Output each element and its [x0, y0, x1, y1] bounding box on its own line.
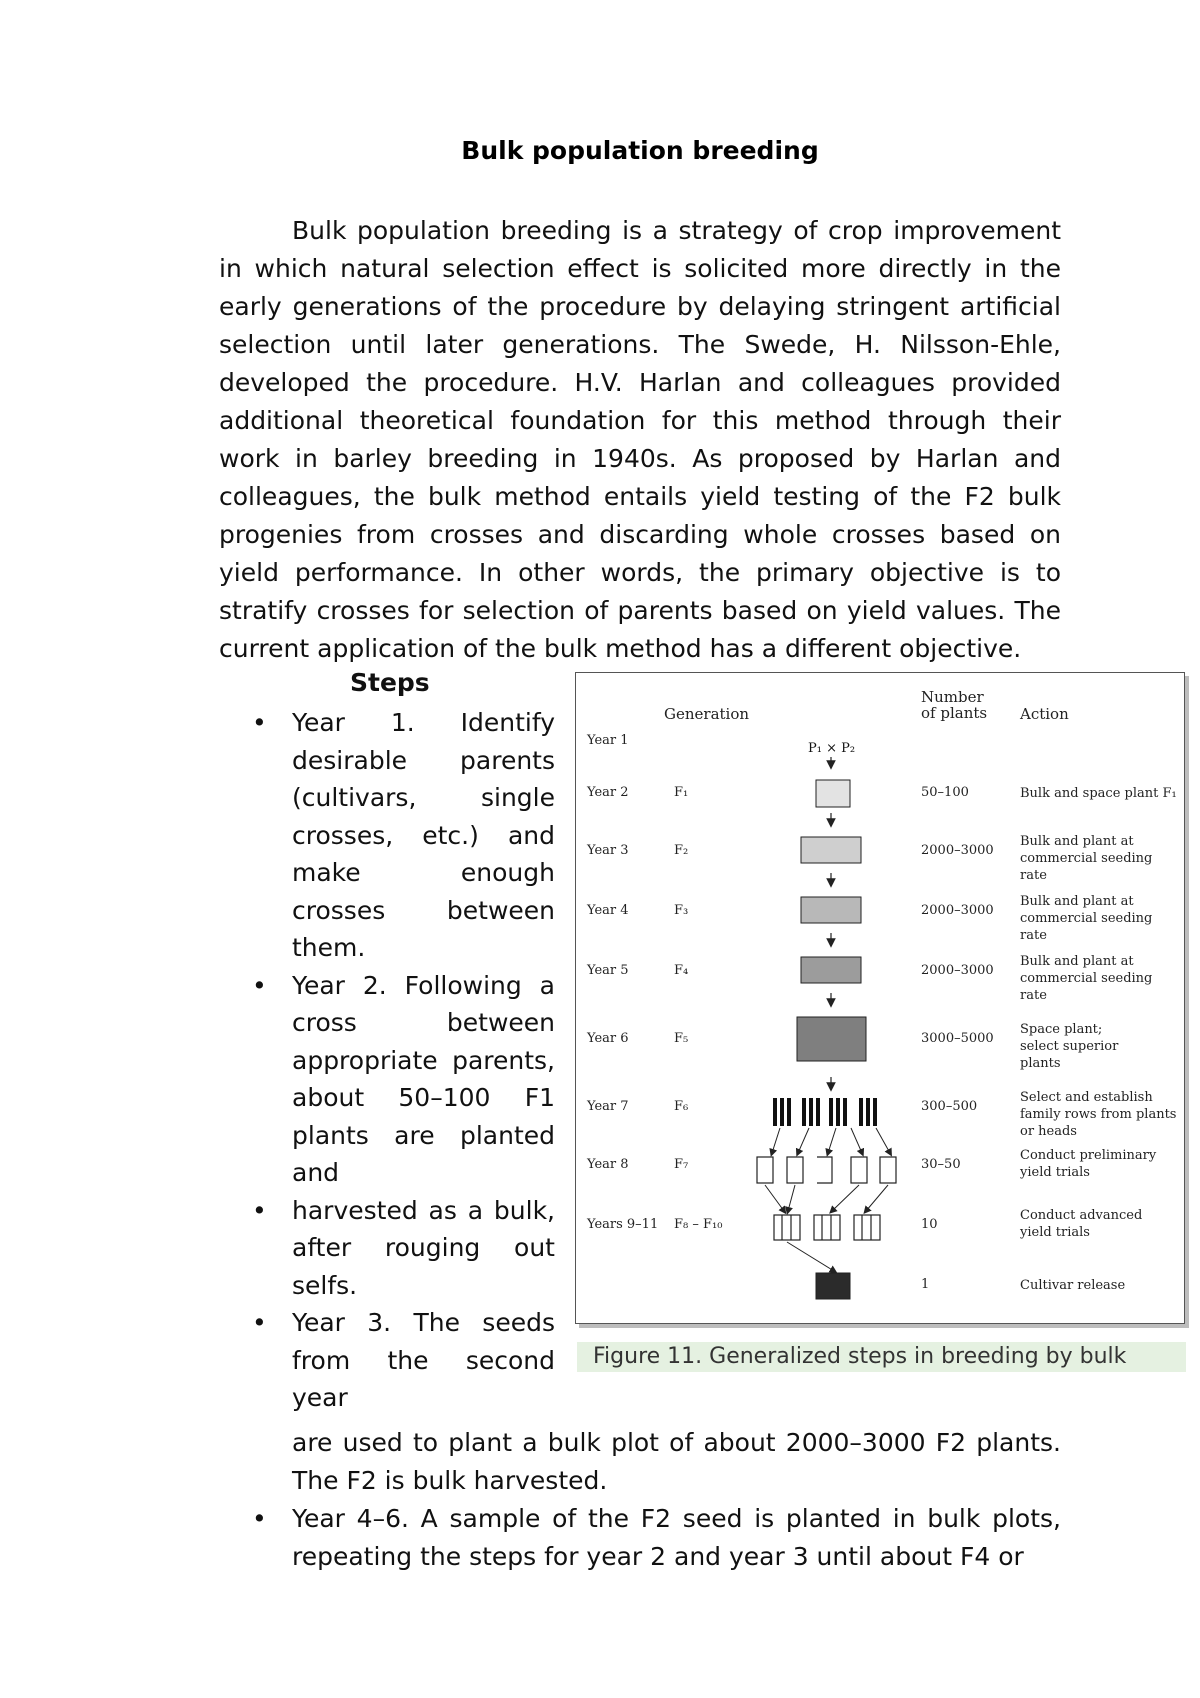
plant-count: 10: [921, 1217, 938, 1232]
cross-label: P₁ × P₂: [808, 741, 856, 756]
header-action: Action: [1020, 705, 1069, 723]
family-rows: [773, 1098, 877, 1126]
action-text: Select and establish family rows from plants or heads: [1020, 1090, 1177, 1139]
header-number: Number of plants: [921, 688, 988, 722]
action-text: Space plant; select superior plants: [1020, 1022, 1119, 1071]
page-title: Bulk population breeding: [461, 136, 819, 165]
steps-heading: Steps: [350, 668, 430, 697]
list-item: • Year 3. The seeds from the second year: [292, 1304, 555, 1417]
generation-label: F₇: [674, 1157, 689, 1172]
generation-label: F₆: [674, 1099, 689, 1114]
bulk-plot-box: [801, 897, 861, 923]
cultivar-release-box: [816, 1273, 850, 1299]
year-label: Year 4: [587, 903, 629, 918]
bulk-plot-box: [797, 1017, 866, 1061]
figure-caption: Figure 11. Generalized steps in breeding by bulk: [577, 1342, 1186, 1372]
action-text: Bulk and space plant F₁: [1020, 786, 1177, 801]
steps-list-continued: [292, 1424, 1061, 1576]
intro-paragraph: Bulk population breeding is a strategy of crop improvement in which natural selection effect is solicited more directly in the early generations of the procedure by delaying stringent artificial selection until later generations. The Swede, H. Nilsson-Ehle, developed the procedure. H.V. Harlan and colleagues provided additional theoretical foundation for this method through their work in barley breeding in 1940s. As proposed by Harlan and colleagues, the bulk method entails yield testing of the F2 bulk progenies from crosses and discarding whole crosses based on yield performance. In other words, the primary objective is to stratify crosses for selection of parents based on yield values. The current application of the bulk method has a different objective.: [219, 216, 1061, 663]
generation-label: F₂: [674, 843, 689, 858]
bulk-plot-box: [801, 837, 861, 863]
year-label: Years 9–11: [587, 1217, 659, 1232]
year-label: Year 8: [587, 1157, 629, 1172]
plant-count: 1: [921, 1277, 930, 1292]
bulk-plot-box: [801, 957, 861, 983]
year-label: Year 6: [587, 1031, 629, 1046]
year-label: Year 2: [587, 785, 629, 800]
generation-label: F₄: [674, 963, 689, 978]
action-text: Bulk and plant at commercial seeding rate: [1020, 954, 1153, 1003]
preliminary-trial-plots: [757, 1157, 896, 1183]
plant-count: 300–500: [921, 1099, 978, 1114]
plant-count: 50–100: [921, 785, 969, 800]
list-item: • Year 2. Following a cross between appropriate parents, about 50–100 F1 plants are planted and: [292, 967, 555, 1192]
advanced-trial-plots: [774, 1215, 880, 1240]
plant-count: 30–50: [921, 1157, 961, 1172]
header-generation: Generation: [664, 705, 750, 723]
list-item: are used to plant a bulk plot of about 2000–3000 F2 plants. The F2 is bulk harvested.: [292, 1428, 1061, 1495]
list-item: • harvested as a bulk, after rouging out selfs.: [292, 1192, 555, 1305]
plant-count: 2000–3000: [921, 963, 994, 978]
plant-count: 2000–3000: [921, 903, 994, 918]
action-text: Bulk and plant at commercial seeding rate: [1020, 834, 1153, 883]
generation-label: F₅: [674, 1031, 689, 1046]
generation-label: F₁: [674, 785, 689, 800]
year-label: Year 5: [587, 963, 629, 978]
generation-label: F₃: [674, 903, 689, 918]
year-label: Year 1: [587, 733, 629, 748]
year-label: Year 3: [587, 843, 629, 858]
plant-count: 2000–3000: [921, 843, 994, 858]
list-item: • Year 1. Identify desirable parents (cultivars, single crosses, etc.) and make enough crosses between them.: [292, 704, 555, 967]
bulk-plot-box: [816, 780, 850, 807]
year-label: Year 7: [587, 1099, 629, 1114]
action-text: Conduct preliminary yield trials: [1020, 1148, 1157, 1180]
action-text: Cultivar release: [1020, 1278, 1126, 1293]
action-text: Bulk and plant at commercial seeding rate: [1020, 894, 1153, 943]
generation-label: F₈ – F₁₀: [674, 1217, 723, 1232]
action-text: Conduct advanced yield trials: [1020, 1208, 1143, 1240]
list-item: • Year 4–6. A sample of the F2 seed is planted in bulk plots, repeating the steps for year 2 and year 3 until about F4 or: [292, 1500, 1061, 1576]
bulk-breeding-figure: [575, 672, 1185, 1324]
steps-list: [292, 704, 555, 1417]
plant-count: 3000–5000: [921, 1031, 994, 1046]
